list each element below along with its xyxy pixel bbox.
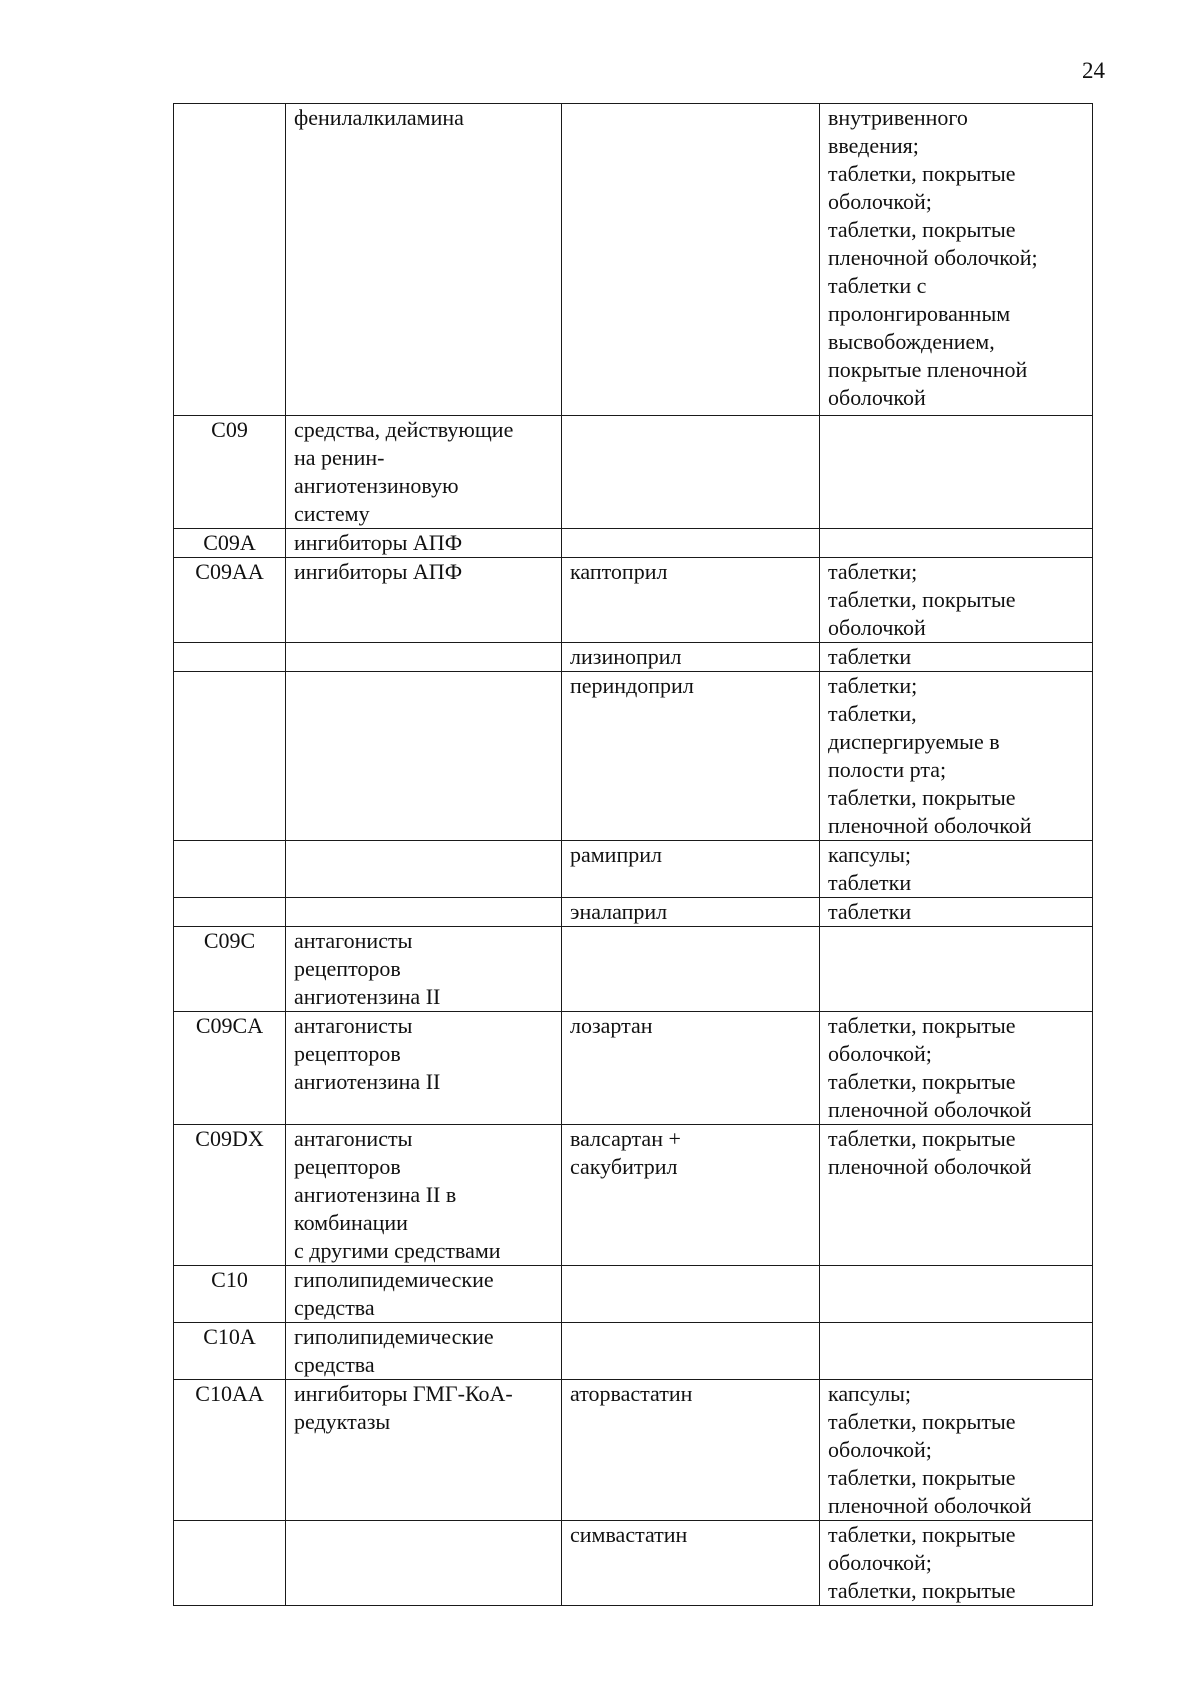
cell-text-line: пленочной оболочкой [828, 1493, 1032, 1518]
cell-text-line: оболочкой [828, 615, 926, 640]
group-name-cell [286, 1323, 562, 1380]
table-body [174, 104, 1093, 1606]
atc-code-cell [174, 1012, 286, 1125]
cell-text-line: C09A [203, 530, 256, 555]
cell-text-line: редуктазы [294, 1409, 391, 1434]
cell-text-line: с другими средствами [294, 1238, 501, 1263]
atc-code-cell [174, 416, 286, 529]
drug-name-cell [562, 1125, 820, 1266]
group-name-cell [286, 1380, 562, 1521]
cell-text-line: средства [294, 1295, 375, 1320]
cell-text-line: ингибиторы АПФ [294, 530, 463, 555]
atc-code-cell [174, 529, 286, 558]
table-row [174, 643, 1093, 672]
dosage-forms-cell [820, 841, 1093, 898]
cell-text-line: пленочной оболочкой; [828, 245, 1038, 270]
drug-name-cell [562, 841, 820, 898]
table-row [174, 104, 1093, 416]
cell-text-line: пленочной оболочкой [828, 813, 1032, 838]
drug-name-cell [562, 1521, 820, 1606]
drug-name-cell [562, 1012, 820, 1125]
dosage-forms-cell [820, 529, 1093, 558]
cell-text-line: лизиноприл [570, 644, 682, 669]
group-name-cell [286, 927, 562, 1012]
group-name-cell [286, 416, 562, 529]
cell-text-line: таблетки, покрытые [828, 1465, 1016, 1490]
dosage-forms-cell [820, 898, 1093, 927]
atc-code-cell [174, 104, 286, 416]
table-row [174, 416, 1093, 529]
atc-code-cell [174, 672, 286, 841]
group-name-cell [286, 841, 562, 898]
atc-code-cell [174, 1125, 286, 1266]
cell-text-line: комбинации [294, 1210, 408, 1235]
table-row [174, 898, 1093, 927]
dosage-forms-cell [820, 558, 1093, 643]
cell-text-line: диспергируемые в [828, 729, 1000, 754]
cell-text-line: таблетки, покрытые [828, 1069, 1016, 1094]
dosage-forms-cell [820, 1521, 1093, 1606]
cell-text-line: таблетки, [828, 701, 917, 726]
cell-text-line: таблетки, покрытые [828, 161, 1016, 186]
table-row [174, 1266, 1093, 1323]
dosage-forms-cell [820, 1323, 1093, 1380]
group-name-cell [286, 1012, 562, 1125]
cell-text-line: рамиприл [570, 842, 662, 867]
cell-text-line: эналаприл [570, 899, 668, 924]
dosage-forms-cell [820, 672, 1093, 841]
cell-text-line: C09AA [195, 559, 264, 584]
cell-text-line: каптоприл [570, 559, 668, 584]
cell-text-line: ингибиторы ГМГ-КоА- [294, 1381, 513, 1406]
cell-text-line: C10AA [195, 1381, 264, 1406]
cell-text-line: ангиотензиновую [294, 473, 459, 498]
group-name-cell [286, 898, 562, 927]
cell-text-line: оболочкой; [828, 1550, 932, 1575]
cell-text-line: на ренин- [294, 445, 385, 470]
cell-text-line: периндоприл [570, 673, 694, 698]
drug-name-cell [562, 558, 820, 643]
group-name-cell [286, 104, 562, 416]
cell-text-line: гиполипидемические [294, 1267, 494, 1292]
cell-text-line: C09DX [195, 1126, 264, 1151]
table-row [174, 529, 1093, 558]
cell-text-line: внутривенного [828, 105, 968, 130]
cell-text-line: сакубитрил [570, 1154, 678, 1179]
cell-text-line: таблетки с [828, 273, 927, 298]
cell-text-line: пролонгированным [828, 301, 1011, 326]
group-name-cell [286, 672, 562, 841]
group-name-cell [286, 529, 562, 558]
table-row [174, 927, 1093, 1012]
dosage-forms-cell [820, 416, 1093, 529]
cell-text-line: гиполипидемические [294, 1324, 494, 1349]
table-row [174, 672, 1093, 841]
cell-text-line: ангиотензина II в [294, 1182, 457, 1207]
cell-text-line: ангиотензина II [294, 984, 441, 1009]
atc-code-cell [174, 558, 286, 643]
cell-text-line: рецепторов [294, 956, 401, 981]
cell-text-line: валсартан + [570, 1126, 681, 1151]
atc-drug-table [173, 103, 1093, 1606]
group-name-cell [286, 643, 562, 672]
cell-text-line: оболочкой; [828, 1437, 932, 1462]
dosage-forms-cell [820, 1012, 1093, 1125]
atc-code-cell [174, 643, 286, 672]
cell-text-line: ингибиторы АПФ [294, 559, 463, 584]
atc-code-cell [174, 1323, 286, 1380]
cell-text-line: таблетки [828, 870, 912, 895]
cell-text-line: средства [294, 1352, 375, 1377]
cell-text-line: C10A [203, 1324, 256, 1349]
dosage-forms-cell [820, 1266, 1093, 1323]
cell-text-line: фенилалкиламина [294, 105, 464, 130]
table-row [174, 1323, 1093, 1380]
dosage-forms-cell [820, 1380, 1093, 1521]
cell-text-line: таблетки, покрытые [828, 1578, 1016, 1603]
cell-text-line: пленочной оболочкой [828, 1097, 1032, 1122]
cell-text-line: введения; [828, 133, 919, 158]
drug-name-cell [562, 898, 820, 927]
cell-text-line: C10 [211, 1267, 248, 1292]
cell-text-line: антагонисты [294, 928, 413, 953]
atc-code-cell [174, 927, 286, 1012]
table-row [174, 1521, 1093, 1606]
cell-text-line: таблетки, покрытые [828, 1409, 1016, 1434]
cell-text-line: C09 [211, 417, 248, 442]
dosage-forms-cell [820, 927, 1093, 1012]
cell-text-line: капсулы; [828, 842, 911, 867]
drug-name-cell [562, 1266, 820, 1323]
group-name-cell [286, 1266, 562, 1323]
cell-text-line: полости рта; [828, 757, 947, 782]
cell-text-line: таблетки; [828, 559, 918, 584]
cell-text-line: оболочкой; [828, 189, 932, 214]
drug-name-cell [562, 416, 820, 529]
cell-text-line: симвастатин [570, 1522, 688, 1547]
cell-text-line: высвобождением, [828, 329, 995, 354]
cell-text-line: средства, действующие [294, 417, 514, 442]
cell-text-line: антагонисты [294, 1013, 413, 1038]
cell-text-line: рецепторов [294, 1154, 401, 1179]
group-name-cell [286, 1521, 562, 1606]
group-name-cell [286, 558, 562, 643]
cell-text-line: покрытые пленочной [828, 357, 1028, 382]
dosage-forms-cell [820, 104, 1093, 416]
cell-text-line: C09C [203, 928, 256, 953]
table-row [174, 558, 1093, 643]
cell-text-line: пленочной оболочкой [828, 1154, 1032, 1179]
cell-text-line: ангиотензина II [294, 1069, 441, 1094]
drug-name-cell [562, 643, 820, 672]
atc-code-cell [174, 1380, 286, 1521]
drug-name-cell [562, 1323, 820, 1380]
cell-text-line: таблетки, покрытые [828, 587, 1016, 612]
table-row [174, 1125, 1093, 1266]
cell-text-line: рецепторов [294, 1041, 401, 1066]
cell-text-line: капсулы; [828, 1381, 911, 1406]
cell-text-line: таблетки, покрытые [828, 1126, 1016, 1151]
cell-text-line: таблетки, покрытые [828, 217, 1016, 242]
dosage-forms-cell [820, 643, 1093, 672]
cell-text-line: антагонисты [294, 1126, 413, 1151]
cell-text-line: таблетки [828, 899, 912, 924]
cell-text-line: таблетки, покрытые [828, 1013, 1016, 1038]
drug-name-cell [562, 927, 820, 1012]
dosage-forms-cell [820, 1125, 1093, 1266]
atc-code-cell [174, 1521, 286, 1606]
atc-code-cell [174, 1266, 286, 1323]
drug-name-cell [562, 1380, 820, 1521]
cell-text-line: лозартан [570, 1013, 653, 1038]
cell-text-line: систему [294, 501, 370, 526]
group-name-cell [286, 1125, 562, 1266]
cell-text-line: оболочкой [828, 385, 926, 410]
cell-text-line: таблетки [828, 644, 912, 669]
atc-code-cell [174, 841, 286, 898]
drug-name-cell [562, 529, 820, 558]
table-row [174, 1012, 1093, 1125]
cell-text-line: таблетки, покрытые [828, 785, 1016, 810]
drug-name-cell [562, 672, 820, 841]
cell-text-line: таблетки; [828, 673, 918, 698]
cell-text-line: аторвастатин [570, 1381, 693, 1406]
table-row [174, 1380, 1093, 1521]
drug-name-cell [562, 104, 820, 416]
page-number: 24 [1082, 58, 1105, 83]
table-row [174, 841, 1093, 898]
cell-text-line: таблетки, покрытые [828, 1522, 1016, 1547]
atc-code-cell [174, 898, 286, 927]
cell-text-line: C09CA [195, 1013, 264, 1038]
cell-text-line: оболочкой; [828, 1041, 932, 1066]
